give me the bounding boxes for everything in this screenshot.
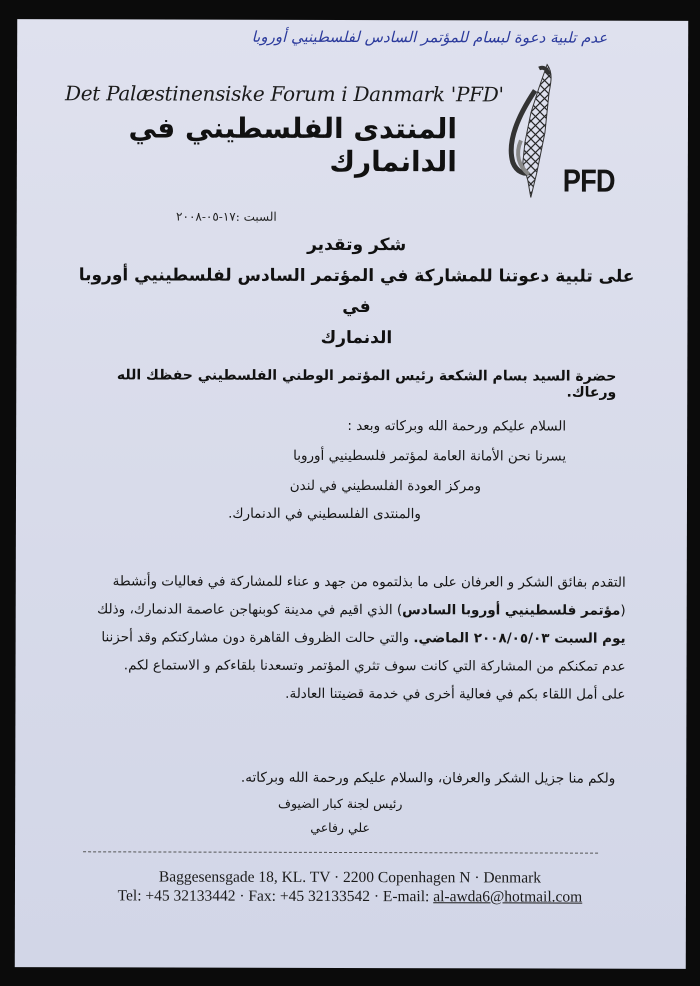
letter-page: [15, 19, 688, 969]
pfd-logo: [495, 62, 645, 212]
title-line-2: على تلبية دعوتنا للمشاركة في المؤتمر السادس لفلسطينيي أوروبا في: [78, 265, 635, 318]
sender-line-3: والمنتدى الفلسطيني في الدنمارك.: [228, 505, 421, 523]
email-link[interactable]: al-awda6@hotmail.com: [433, 888, 583, 906]
addressee-line: حضرة السيد بسام الشكعة رئيس المؤتمر الوطني الفلسطيني حفظك الله ورعاك.: [116, 367, 617, 401]
title-line-3: الدنمارك: [320, 327, 393, 349]
org-name-english: Det Palæstinensiske Forum i Danmark 'PFD': [65, 81, 504, 107]
handwritten-note: عدم تلبية دعوة لبسام للمؤتمر السادس لفلسطينيي أوروبا: [251, 27, 608, 47]
conference-date: يوم السبت ٢٠٠٨/٠٥/٠٣ الماضي.: [413, 630, 626, 647]
body-text-1: التقدم بفائق الشكر و العرفان على ما بذلتموه من جهد و عناء للمشاركة في فعاليات وأنشطة (: [112, 573, 626, 619]
letter-title: [66, 229, 646, 355]
greeting: السلام عليكم ورحمة الله وبركاته وبعد :: [347, 417, 567, 435]
org-name-arabic: المنتدى الفلسطيني في الدانمارك: [128, 111, 457, 179]
title-line-1: شكر وتقدير: [307, 234, 407, 256]
closing-line: ولكم منا جزيل الشكر والعرفان، والسلام عليكم ورحمة الله وبركاته.: [240, 769, 616, 787]
footer-divider: [83, 851, 598, 853]
sender-line-1: يسرنا نحن الأمانة العامة لمؤتمر فلسطينيي أوروبا: [293, 447, 567, 465]
body-paragraph: [95, 567, 625, 708]
body-text-2: ) الذي اقيم في مدينة كوبنهاجن عاصمة الدنمارك، وذلك: [97, 601, 403, 619]
logo-text: PFD: [562, 162, 615, 199]
footer-phone-fax: Tel: +45 32133442 · Fax: +45 32133542 · E-mail:: [117, 887, 434, 906]
body-text-4: على أمل اللقاء بكم في فعالية أخرى في خدمة قضيتنا العادلة.: [285, 685, 626, 703]
footer-contact: [55, 867, 645, 907]
letter-date: السبت :١٧-٠٥-٢٠٠٨: [176, 209, 277, 224]
footer-contact-line: [55, 886, 645, 907]
signatory-title: رئيس لجنة كبار الضيوف: [277, 795, 403, 812]
body-text-3: والتي حالت الظروف القاهرة دون مشاركتكم وقد أحزننا عدم تمكنكم من المشاركة التي كانت سوف تثري المؤتمر وتسعدنا بلقاءكم و الاستماع لكم.: [101, 629, 626, 675]
sender-line-2: ومركز العودة الفلسطيني في لندن: [289, 477, 482, 495]
conference-name: مؤتمر فلسطينيي أوروبا السادس: [402, 602, 621, 619]
signatory-name: علي رفاعي: [310, 819, 370, 836]
footer-address: Baggesensgade 18, KL. TV · 2200 Copenhagen N · Denmark: [158, 868, 542, 887]
